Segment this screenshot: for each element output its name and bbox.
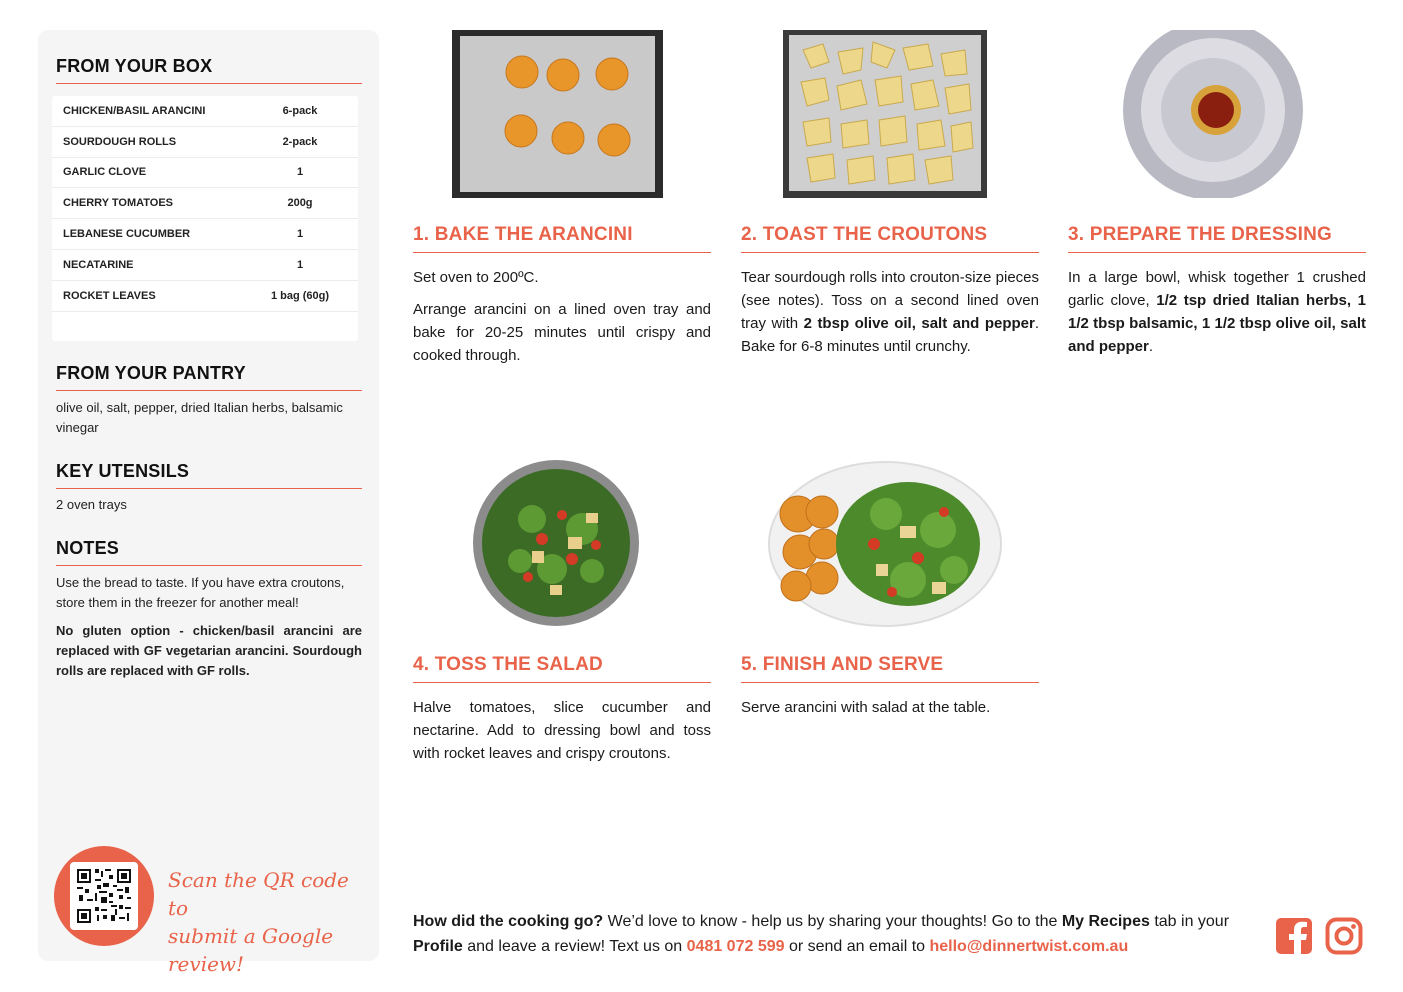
- table-row: ROCKET LEAVES 1 bag (60g): [52, 281, 358, 312]
- table-row: CHERRY TOMATOES 200g: [52, 188, 358, 219]
- step-2-body: Tear sourdough rolls into crouton-size pieces (see notes). Toss on a second lined oven tray with 2 tbsp olive oil, salt and pepper. Bake for 6-8 minutes until crunchy.: [741, 269, 1039, 355]
- step-2-title: 2. TOAST THE CROUTONS: [741, 224, 1039, 253]
- instagram-icon[interactable]: [1325, 917, 1363, 955]
- step-5-title: 5. FINISH AND SERVE: [741, 654, 1039, 683]
- step-4-title: 4. TOSS THE SALAD: [413, 654, 711, 683]
- pantry-text: olive oil, salt, pepper, dried Italian herbs, balsamic vinegar: [56, 400, 343, 435]
- table-row: GARLIC CLOVE 1: [52, 158, 358, 189]
- phone-link[interactable]: 0481 072 599: [686, 938, 785, 955]
- notes-text: Use the bread to taste. If you have extra croutons, store them in the freezer for another meal!: [56, 575, 345, 610]
- step-5-body: Serve arancini with salad at the table.: [741, 699, 991, 716]
- qr-badge[interactable]: [54, 846, 154, 946]
- qr-caption: Scan the QR code to submit a Google review!: [168, 868, 349, 976]
- ingredients-table: [52, 96, 358, 341]
- sidebar: [38, 30, 379, 976]
- salad-bowl-image: [472, 459, 640, 627]
- table-row: CHICKEN/BASIL ARANCINI 6-pack: [52, 96, 358, 127]
- step-4-body: Halve tomatoes, slice cucumber and nectarine. Add to dressing bowl and toss with rocket leaves and crispy croutons.: [413, 699, 711, 762]
- notes-heading: NOTES: [56, 538, 362, 566]
- croutons-tray-image: [783, 30, 987, 198]
- table-row: LEBANESE CUCUMBER 1: [52, 219, 358, 250]
- qr-code-icon: [75, 867, 133, 925]
- email-link[interactable]: hello@dinnertwist.com.au: [929, 938, 1129, 955]
- step-1-title: 1. BAKE THE ARANCINI: [413, 224, 711, 253]
- plated-dish-image: [768, 460, 1002, 628]
- table-row: NECATARINE 1: [52, 250, 358, 281]
- box-heading: FROM YOUR BOX: [56, 56, 362, 84]
- review-footer: How did the cooking go? We’d love to know - help us by sharing your thoughts! Go to the My Recipes tab in your Profile and leave a review! Text us on 0481 072 599 or send an email to hello@dinnertwist.com.au: [413, 913, 1230, 955]
- arancini-tray-image: [452, 30, 663, 198]
- utensils-heading: KEY UTENSILS: [56, 461, 362, 489]
- pantry-heading: FROM YOUR PANTRY: [56, 363, 362, 391]
- utensils-text: 2 oven trays: [56, 497, 127, 512]
- table-row: SOURDOUGH ROLLS 2-pack: [52, 127, 358, 158]
- facebook-icon[interactable]: [1275, 917, 1313, 955]
- dressing-bowl-image: [1122, 30, 1304, 198]
- step-1-body: Set oven to 200ºC. Arrange arancini on a lined oven tray and bake for 20-25 minutes until crispy and cooked through.: [413, 269, 711, 364]
- step-3-title: 3. PREPARE THE DRESSING: [1068, 224, 1366, 253]
- step-3-body: In a large bowl, whisk together 1 crushed garlic clove, 1/2 tsp dried Italian herbs, 1 1/2 tbsp balsamic, 1 1/2 tbsp olive oil, salt and pepper.: [1068, 269, 1366, 355]
- gluten-note: No gluten option - chicken/basil arancini are replaced with GF vegetarian arancini. Sourdough rolls are replaced with GF rolls.: [56, 623, 362, 678]
